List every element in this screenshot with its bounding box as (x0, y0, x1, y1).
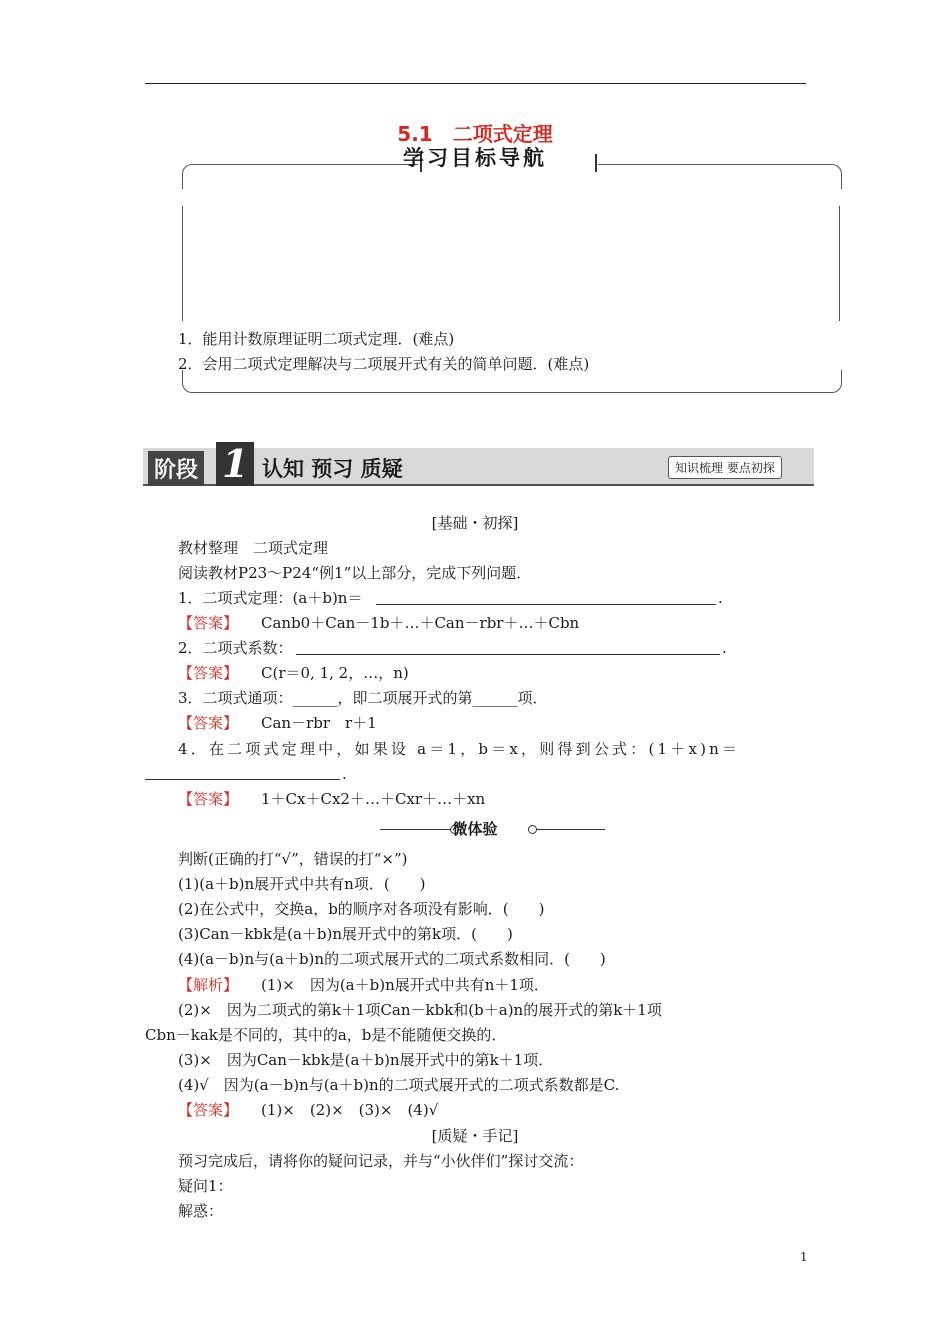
analysis-line-3: Cbn－kak是不同的，其中的a，b是不能随便交换的． (145, 1026, 507, 1044)
analysis-line-5: (4)√ 因为(a－b)n与(a＋b)n的二项式展开式的二项式系数都是C. (178, 1076, 620, 1094)
page-title: 5.1 二项式定理 (397, 122, 553, 146)
answer-4: 1＋Cx＋Cx2＋…＋Cxr＋…＋xn (261, 790, 486, 808)
notes-answer: 解惑： (178, 1202, 224, 1220)
question-2: 2．二项式系数： (178, 639, 293, 657)
blank-line-1 (376, 590, 716, 605)
blank-line-2 (296, 640, 720, 655)
answer-label-2: 【答案】 (178, 664, 239, 682)
question-3: 3．二项式通项：______，即二项展开式的第______项． (178, 689, 548, 707)
question-1-end: . (718, 589, 723, 607)
micro-answer-label: 【答案】 (178, 1101, 239, 1119)
blank-line-4 (145, 765, 340, 780)
section-basic: [基础・初探] (431, 514, 519, 532)
goal-item-2: 2．会用二项式定理解决与二项展开式有关的简单问题．(难点) (178, 355, 590, 373)
section-notes: [质疑・手记] (431, 1127, 519, 1145)
answer-1: Canb0＋Can－1b＋…＋Can－rbr＋…＋Cbn (261, 614, 580, 632)
top-rule (145, 83, 806, 84)
micro-item-1: (1)(a＋b)n展开式中共有n项．( ) (178, 875, 426, 893)
goals-box-right (839, 206, 840, 321)
question-4: 4．在二项式定理中，如果设 a＝1，b＝x，则得到公式：(1＋x)n＝ (178, 740, 741, 758)
stage-number: 1 (216, 442, 254, 486)
micro-intro: 判断(正确的打“√”，错误的打“×”) (178, 850, 408, 868)
analysis-line-2: (2)× 因为二项式的第k＋1项Can－kbk和(b＋a)n的展开式的第k＋1项 (178, 1001, 662, 1019)
answer-label-1: 【答案】 (178, 614, 239, 632)
notes-intro: 预习完成后，请将你的疑问记录，并与“小伙伴们”探讨交流： (178, 1152, 584, 1170)
analysis-label: 【解析】 (178, 976, 239, 994)
micro-item-3: (3)Can－kbk是(a＋b)n展开式中的第k项．( ) (178, 925, 513, 943)
question-1: 1．二项式定理：(a＋b)n＝ (178, 589, 363, 607)
goal-item-1: 1．能用计数原理证明二项式定理．(难点) (178, 330, 455, 348)
question-2-end: . (722, 639, 727, 657)
micro-divider-right (537, 829, 605, 830)
micro-dot-right (528, 825, 537, 834)
page-number: 1 (800, 1250, 808, 1264)
stage-title: 认知 预习 质疑 (262, 457, 403, 481)
answer-3: Can－rbr r＋1 (261, 714, 377, 732)
material-title: 教材整理 二项式定理 (178, 539, 329, 557)
answer-label-4: 【答案】 (178, 790, 239, 808)
answer-label-3: 【答案】 (178, 714, 239, 732)
material-intro: 阅读教材P23～P24“例1”以上部分，完成下列问题． (178, 564, 532, 582)
analysis-line-1: (1)× 因为(a＋b)n展开式中共有n＋1项． (261, 976, 549, 994)
micro-title: 微体验 (452, 820, 498, 838)
notes-question: 疑问1： (178, 1177, 233, 1195)
answer-2: C(r＝0, 1, 2，…，n) (261, 664, 409, 682)
stage-label: 阶段 (148, 451, 204, 486)
question-4-end: . (342, 765, 347, 783)
goals-box-left (182, 206, 183, 321)
stage-tag: 知识梳理 要点初探 (668, 456, 782, 479)
micro-answer: (1)× (2)× (3)× (4)√ (261, 1101, 439, 1119)
micro-item-2: (2)在公式中，交换a，b的顺序对各项没有影响．( ) (178, 900, 545, 918)
micro-item-4: (4)(a－b)n与(a＋b)n的二项式展开式的二项式系数相同．( ) (178, 950, 606, 968)
nav-title: 学习目标导航 (403, 146, 547, 170)
analysis-line-4: (3)× 因为Can－kbk是(a＋b)n展开式中的第k＋1项． (178, 1051, 554, 1069)
